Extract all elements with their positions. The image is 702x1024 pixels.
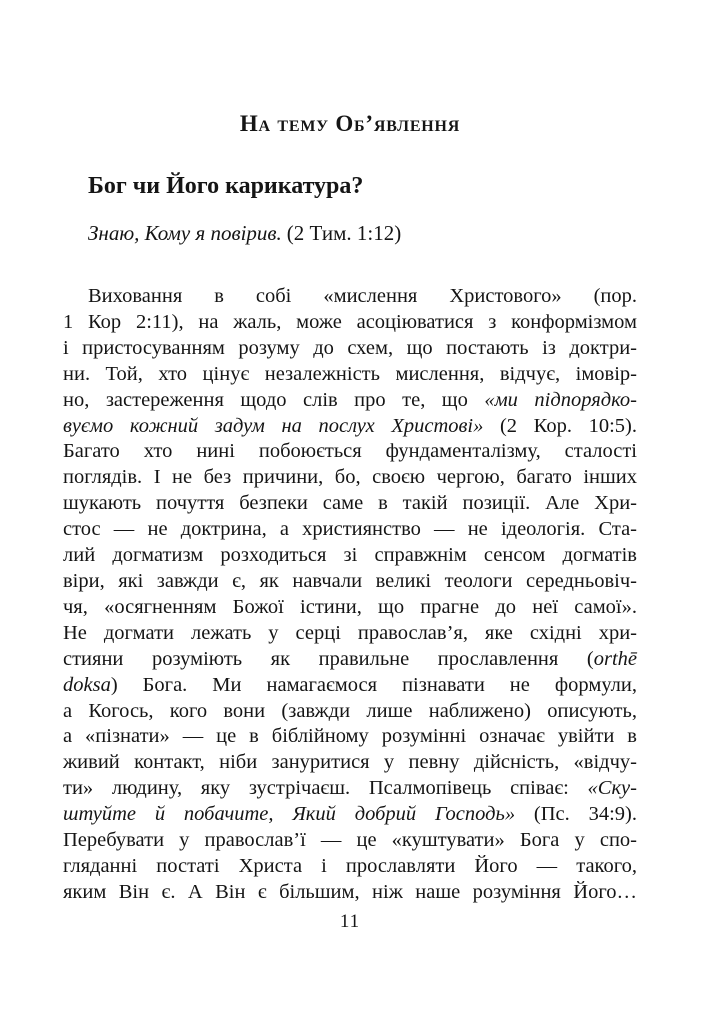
text-segment: віри, які завжди є, як навчали великі теологи середньовіч- (63, 569, 637, 592)
text-segment: 1 Кор 2:11), на жаль, може асоціюватися з конформізмом (63, 310, 637, 333)
text-segment: ) Бога. Ми намагаємося пізнавати не формули, (110, 673, 637, 696)
text-segment: стияни розуміють як правильне прославлення ( (63, 647, 594, 670)
text-line (63, 776, 637, 802)
chapter-heading: На тему Об’явлення (239, 111, 461, 136)
page-number: 11 (339, 911, 361, 932)
text-segment: а «пізнати» — це в біблійному розумінні означає увійти в (63, 725, 637, 748)
text-line (63, 647, 637, 673)
text-segment: чя, «осягненням Божої істини, що прагне до неї самої». (63, 595, 637, 618)
text-line (63, 414, 637, 440)
text-segment: (2 Кор. 10:5). (483, 414, 637, 437)
text-segment: ни. Той, хто цінує незалежність мислення, відчує, імовір- (63, 362, 637, 385)
text-line (63, 543, 637, 569)
body-paragraph (63, 284, 637, 906)
text-line (63, 750, 637, 776)
text-segment: лий догматизм розходиться зі справжнім сенсом догматів (63, 544, 637, 567)
italic-text-segment: вуємо кожний задум на послух Христові» (63, 414, 484, 437)
text-line (63, 362, 637, 388)
text-segment: ти» людину, яку зустрічаєш. Псалмопівець співає: (63, 777, 588, 800)
text-line (63, 595, 637, 621)
text-line (63, 388, 637, 414)
text-segment: Виховання в собі «мислення Христового» (пор. (88, 285, 637, 307)
text-segment: поглядів. І не без причини, бо, своєю чергою, багато інших (63, 466, 637, 489)
text-line (63, 491, 637, 517)
text-line (63, 569, 637, 595)
text-line (63, 724, 637, 750)
italic-text-segment: «Ску- (587, 777, 637, 800)
text-segment: (Пс. 34:9). (515, 803, 637, 826)
text-segment: яким Він є. А Він є більшим, ніж наше розуміння Його… (63, 880, 637, 903)
text-line (63, 854, 637, 880)
text-line (63, 517, 637, 543)
epigraph-quote: Знаю, Кому я повірив. (88, 221, 282, 245)
text-line (63, 310, 637, 336)
text-line (63, 802, 637, 828)
italic-text-segment: orthē (593, 647, 637, 670)
text-segment: а Когось, кого вони (завжди лише наближено) описують, (63, 699, 637, 722)
text-line (63, 336, 637, 362)
text-line (63, 828, 637, 854)
text-segment: Багато хто нині побоюється фундаменталізму, сталості (63, 440, 637, 463)
italic-text-segment: штуйте й побачите, Який добрий Господь» (63, 803, 516, 826)
italic-text-segment: «ми підпорядко- (484, 388, 637, 411)
text-line (63, 880, 637, 906)
text-line (63, 699, 637, 725)
text-segment: стос — не доктрина, а християнство — не ідеологія. Ста- (63, 518, 637, 541)
epigraph (63, 221, 637, 246)
section-title: Бог чи Його карикатура? (88, 173, 364, 199)
text-segment: Не догмати лежать у серці православ’я, яке східні хри- (63, 621, 637, 644)
text-segment: живий контакт, ніби зануритися у певну дійсність, «відчу- (63, 751, 637, 774)
italic-text-segment: doksa (63, 673, 111, 696)
text-line (63, 673, 637, 699)
text-segment: но, застереження щодо слів про те, що (63, 388, 485, 411)
text-segment: Перебувати у православ’ї — це «куштувати» Бога у спо- (63, 829, 637, 852)
text-line (63, 284, 637, 310)
text-line (63, 621, 637, 647)
text-segment: і пристосуванням розуму до схем, що постають із доктри- (63, 336, 637, 359)
text-segment: гляданні постаті Христа і прославляти Його — такого, (63, 854, 637, 877)
text-segment: шукають почуття безпеки саме в такій позиції. Але Хри- (63, 492, 637, 515)
text-line (63, 465, 637, 491)
text-line (63, 439, 637, 465)
epigraph-reference: (2 Тим. 1:12) (286, 221, 402, 245)
